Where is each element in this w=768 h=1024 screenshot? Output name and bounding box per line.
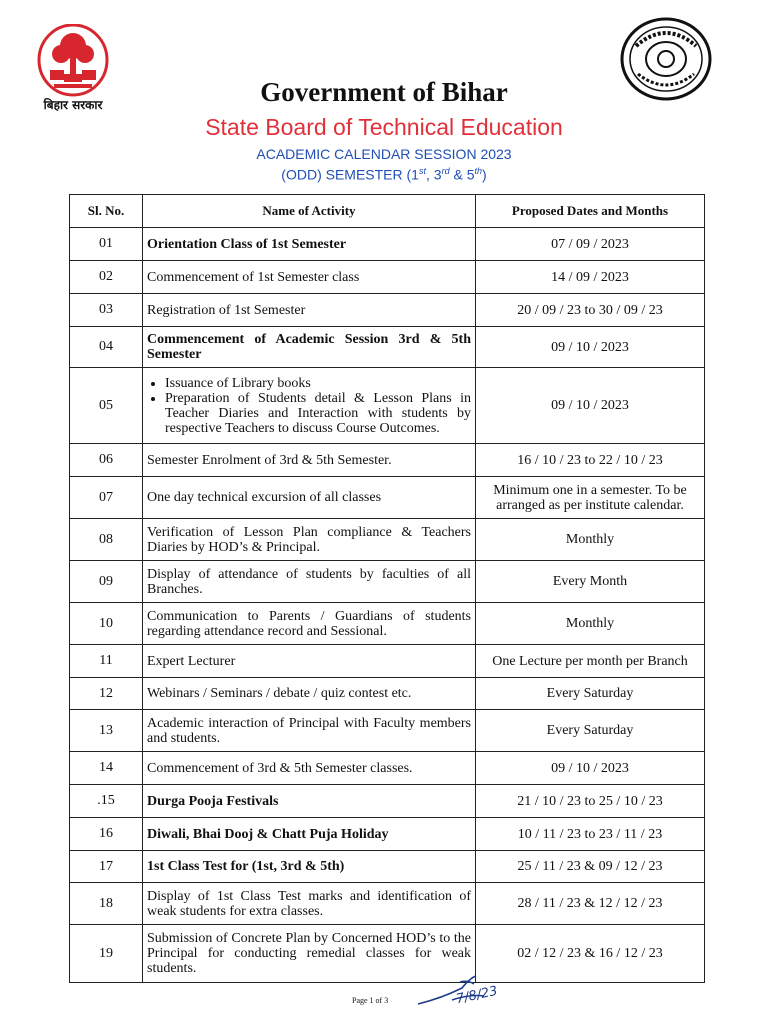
activity: Commencement of 1st Semester class	[143, 261, 476, 294]
table-header-row	[70, 195, 705, 228]
table-row	[70, 603, 705, 645]
sl-no: 05	[70, 368, 143, 444]
table-row	[70, 925, 705, 983]
calendar-title: ACADEMIC CALENDAR SESSION 2023	[256, 146, 512, 162]
sl-no: 02	[70, 261, 143, 294]
page-number: Page 1 of 3	[352, 996, 389, 1005]
academic-calendar-table	[69, 194, 705, 983]
activity: Communication to Parents / Guardians of students regarding attendance record and Sessional.	[143, 603, 476, 645]
semester-subtitle: (ODD) SEMESTER (1st, 3rd & 5th)	[281, 166, 487, 183]
proposed-date: 28 / 11 / 23 & 12 / 12 / 23	[476, 883, 705, 925]
table-row	[70, 752, 705, 785]
sl-no: 18	[70, 883, 143, 925]
emblem-caption: बिहार सरकार	[43, 98, 103, 112]
proposed-date: 25 / 11 / 23 & 09 / 12 / 23	[476, 851, 705, 883]
activity: Academic interaction of Principal with Faculty members and students.	[143, 710, 476, 752]
sl-no: 07	[70, 477, 143, 519]
activity: Semester Enrolment of 3rd & 5th Semester.	[143, 444, 476, 477]
proposed-date: One Lecture per month per Branch	[476, 645, 705, 678]
proposed-date: 21 / 10 / 23 to 25 / 10 / 23	[476, 785, 705, 818]
table-row	[70, 261, 705, 294]
list-item: • Issuance of Library books	[165, 376, 471, 391]
column-header-activity: Name of Activity	[143, 195, 476, 228]
sl-no: 03	[70, 294, 143, 327]
table-row	[70, 294, 705, 327]
sl-no: 06	[70, 444, 143, 477]
activity: Expert Lecturer	[143, 645, 476, 678]
sl-no: 12	[70, 678, 143, 710]
signature-date: 7/8/23	[454, 983, 499, 1008]
government-title: Government of Bihar	[260, 77, 508, 107]
table-row	[70, 561, 705, 603]
proposed-date: 10 / 11 / 23 to 23 / 11 / 23	[476, 818, 705, 851]
proposed-date: Minimum one in a semester. To be arranged as per institute calendar.	[476, 477, 705, 519]
table-row	[70, 228, 705, 261]
table-row	[70, 444, 705, 477]
activity-bullets	[147, 376, 471, 436]
sl-no: 17	[70, 851, 143, 883]
proposed-date: 14 / 09 / 2023	[476, 261, 705, 294]
activity: Registration of 1st Semester	[143, 294, 476, 327]
proposed-date: Monthly	[476, 603, 705, 645]
table-row	[70, 851, 705, 883]
proposed-date: 09 / 10 / 2023	[476, 752, 705, 785]
sl-no: 16	[70, 818, 143, 851]
activity: Durga Pooja Festivals	[143, 785, 476, 818]
proposed-date: 09 / 10 / 2023	[476, 368, 705, 444]
activity: Webinars / Seminars / debate / quiz contest etc.	[143, 678, 476, 710]
column-header-dates: Proposed Dates and Months	[476, 195, 705, 228]
sl-no: 11	[70, 645, 143, 678]
table-row	[70, 710, 705, 752]
table-row	[70, 327, 705, 368]
sl-no: 19	[70, 925, 143, 983]
sl-no: 01	[70, 228, 143, 261]
activity: Display of 1st Class Test marks and identification of weak students for extra classes.	[143, 883, 476, 925]
activity: One day technical excursion of all classes	[143, 477, 476, 519]
activity: Submission of Concrete Plan by Concerned HOD’s to the Principal for conducting remedial classes for weak students.	[143, 925, 476, 983]
proposed-date: 02 / 12 / 23 & 16 / 12 / 23	[476, 925, 705, 983]
sl-no: 14	[70, 752, 143, 785]
sl-no: 09	[70, 561, 143, 603]
table-row	[70, 519, 705, 561]
board-title: State Board of Technical Education	[205, 114, 563, 140]
list-item: • Preparation of Students detail & Lesson Plans in Teacher Diaries and Interaction with students by respective Teachers to discuss Course Outcomes.	[165, 391, 471, 436]
proposed-date: 07 / 09 / 2023	[476, 228, 705, 261]
table-row	[70, 477, 705, 519]
proposed-date: 16 / 10 / 23 to 22 / 10 / 23	[476, 444, 705, 477]
activity: Commencement of 3rd & 5th Semester classes.	[143, 752, 476, 785]
sl-no: 04	[70, 327, 143, 368]
sl-no: .15	[70, 785, 143, 818]
proposed-date: Every Month	[476, 561, 705, 603]
proposed-date: 20 / 09 / 23 to 30 / 09 / 23	[476, 294, 705, 327]
table-row	[70, 678, 705, 710]
table-row	[70, 785, 705, 818]
activity: Commencement of Academic Session 3rd & 5th Semester	[143, 327, 476, 368]
activity: Verification of Lesson Plan compliance & Teachers Diaries by HOD’s & Principal.	[143, 519, 476, 561]
activity: 1st Class Test for (1st, 3rd & 5th)	[143, 851, 476, 883]
table-row	[70, 645, 705, 678]
activity: Diwali, Bhai Dooj & Chatt Puja Holiday	[143, 818, 476, 851]
sl-no: 10	[70, 603, 143, 645]
activity: Orientation Class of 1st Semester	[143, 228, 476, 261]
proposed-date: Every Saturday	[476, 710, 705, 752]
proposed-date: Monthly	[476, 519, 705, 561]
activity	[143, 368, 476, 444]
table-row	[70, 883, 705, 925]
proposed-date: 09 / 10 / 2023	[476, 327, 705, 368]
table-row	[70, 368, 705, 444]
sl-no: 08	[70, 519, 143, 561]
proposed-date: Every Saturday	[476, 678, 705, 710]
activity: Display of attendance of students by faculties of all Branches.	[143, 561, 476, 603]
column-header-sl: Sl. No.	[70, 195, 143, 228]
sl-no: 13	[70, 710, 143, 752]
table-row	[70, 818, 705, 851]
